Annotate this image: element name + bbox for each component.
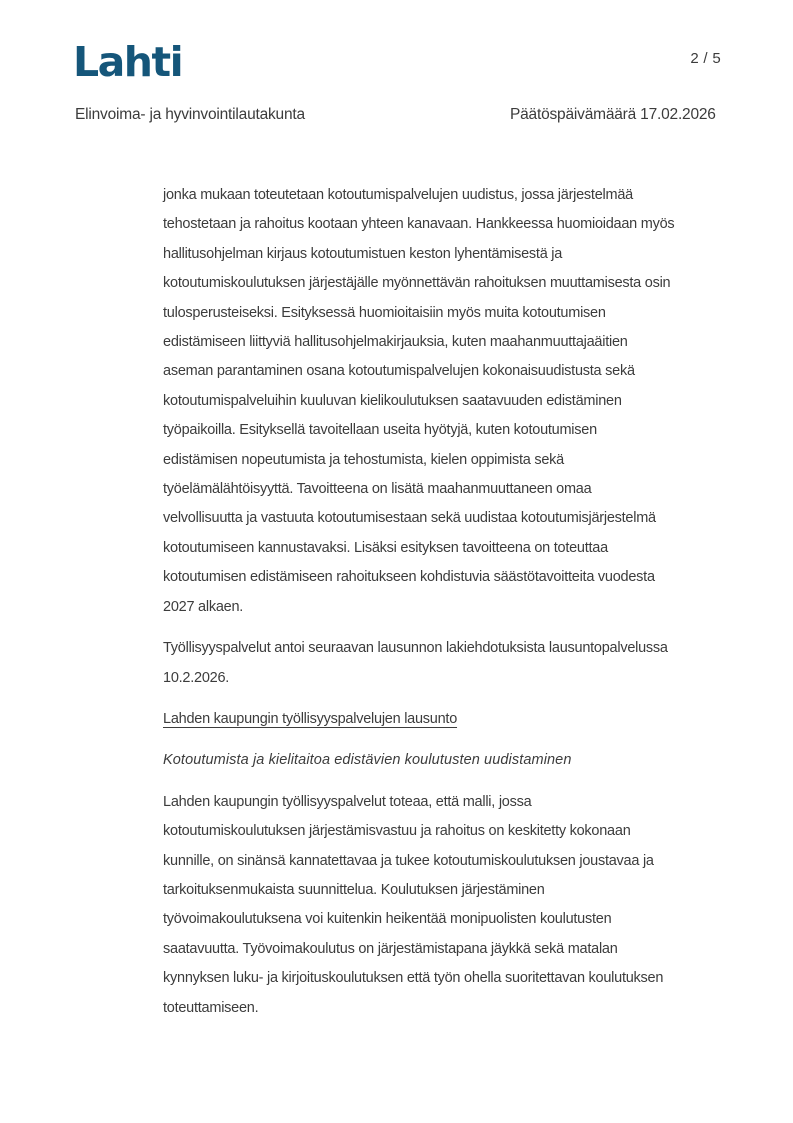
text-line: 10.2.2026. bbox=[163, 669, 230, 686]
text-line: kunnille, on sinänsä kannatettavaa ja tukee kotoutumiskoulutuksen joustavaa ja bbox=[163, 852, 654, 869]
text-line: saatavuutta. Työvoimakoulutus on järjestämistapana jäykkä sekä matalan bbox=[163, 940, 618, 957]
text-line: kotoutumispalveluihin kuuluvan kielikoulutuksen saatavuuden edistäminen bbox=[163, 392, 622, 409]
text-line: tulosperusteiseksi. Esityksessä huomioitaisiin myös muita kotoutumisen bbox=[163, 304, 606, 321]
text-line: Kotoutumista ja kielitaitoa edistävien koulutusten uudistaminen bbox=[163, 752, 572, 769]
text-line: 2027 alkaen. bbox=[163, 598, 244, 615]
text-line: työelämälähtöisyyttä. Tavoitteena on lisätä maahanmuuttaneen omaa bbox=[163, 481, 592, 498]
text-line: jonka mukaan toteutetaan kotoutumispalvelujen uudistus, jossa järjestelmää bbox=[163, 187, 633, 203]
body-paragraph bbox=[163, 788, 725, 1023]
text-line: tarkoituksenmukaista suunnittelua. Koulutuksen järjestäminen bbox=[163, 881, 545, 898]
subsection-heading bbox=[163, 746, 725, 775]
text-line: kotoutumiskoulutuksen järjestämisvastuu ja rahoitus on keskitetty kokonaan bbox=[163, 823, 631, 840]
text-line: tehostetaan ja rahoitus kootaan yhteen kanavaan. Hankkeessa huomioidaan myös bbox=[163, 216, 675, 233]
body-paragraph bbox=[163, 181, 725, 622]
text-line: kotoutumiskoulutuksen järjestäjälle myönnettävän rahoituksen muuttamisesta osin bbox=[163, 275, 671, 292]
text-line: edistämiseen liittyviä hallitusohjelmakirjauksia, kuten maahanmuuttajaäitien bbox=[163, 334, 628, 351]
body-paragraph bbox=[163, 634, 725, 693]
text-line: kotoutumiseen kannustavaksi. Lisäksi esityksen tavoitteena on toteuttaa bbox=[163, 539, 608, 556]
page-number: 2 / 5 bbox=[690, 50, 721, 67]
text-line: työvoimakoulutuksena voi kuitenkin heikentää monipuolisten koulutusten bbox=[163, 911, 612, 928]
text-line: hallitusohjelman kirjaus kotoutumistuen keston lyhentämisestä ja bbox=[163, 245, 563, 262]
text-line: kynnyksen luku- ja kirjoituskoulutuksen että työn ohella suoritettavan koulutuksen bbox=[163, 970, 664, 987]
committee-name: Elinvoima- ja hyvinvointilautakunta bbox=[75, 106, 305, 123]
text-line: kotoutumisen edistämiseen rahoitukseen kohdistuvia säästötavoitteita vuodesta bbox=[163, 569, 655, 586]
text-line: Työllisyyspalvelut antoi seuraavan lausunnon lakiehdotuksista lausuntopalvelussa bbox=[163, 640, 668, 657]
text-line: Lahden kaupungin työllisyyspalvelujen lausunto bbox=[163, 710, 458, 727]
text-line: työpaikoilla. Esityksellä tavoitellaan useita hyötyjä, kuten kotoutumisen bbox=[163, 422, 597, 439]
text-line: edistämisen nopeutumista ja tehostumista, kielen oppimista sekä bbox=[163, 451, 564, 468]
text-line: aseman parantaminen osana kotoutumispalvelujen kokonaisuudistusta sekä bbox=[163, 363, 635, 380]
document-body bbox=[163, 181, 725, 1035]
text-line: Lahden kaupungin työllisyyspalvelut toteaa, että malli, jossa bbox=[163, 793, 532, 810]
lahti-logo: Lahti bbox=[73, 38, 183, 86]
decision-date: Päätöspäivämäärä 17.02.2026 bbox=[510, 106, 716, 123]
text-line: toteuttamiseen. bbox=[163, 999, 259, 1016]
section-heading bbox=[163, 705, 725, 734]
text-line: velvollisuutta ja vastuuta kotoutumisestaan sekä uudistaa kotoutumisjärjestelmä bbox=[163, 510, 656, 527]
